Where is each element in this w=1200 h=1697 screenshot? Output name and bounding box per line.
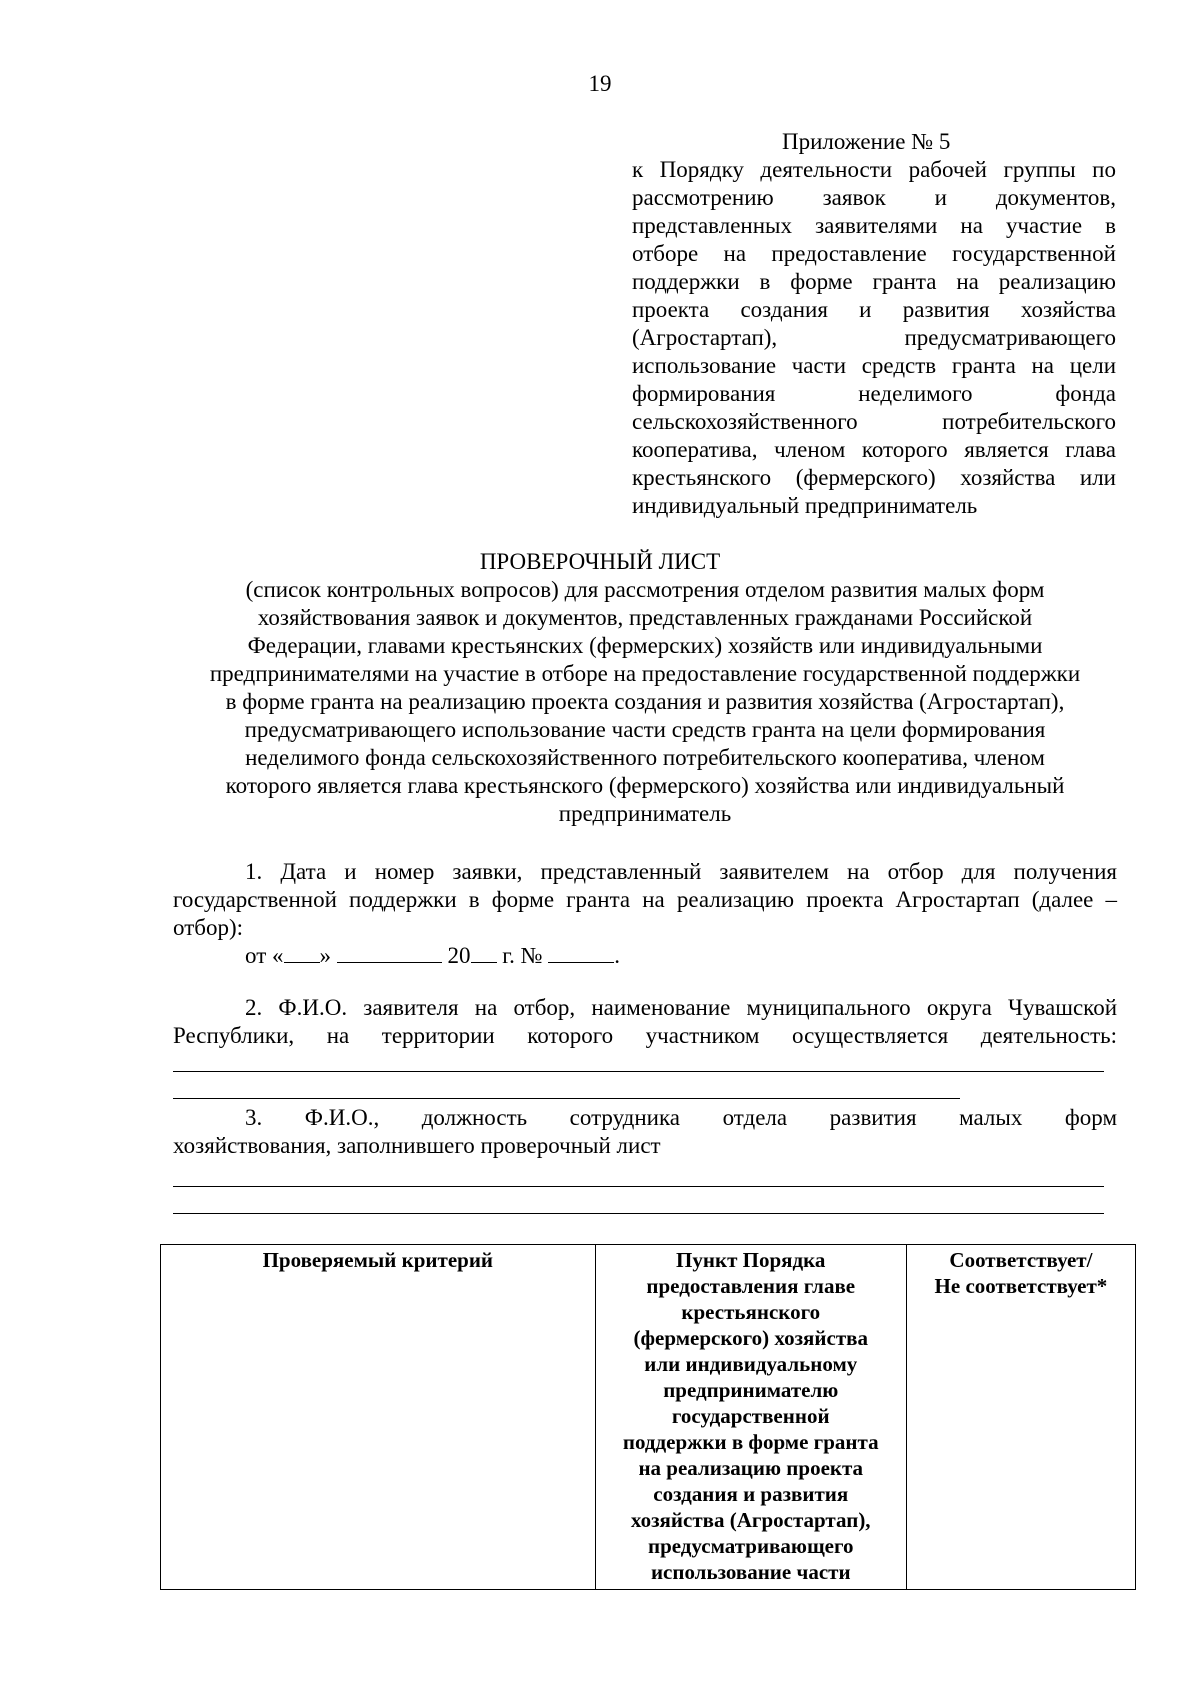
criteria-table (160, 1244, 1136, 1590)
header-line: крестьянского (681, 1300, 821, 1324)
header-procedure-clause (595, 1245, 906, 1590)
section-2-applicant (173, 994, 1117, 1050)
appendix-line: формирования неделимого фонда (632, 381, 1116, 406)
header-line: или индивидуальному (644, 1352, 858, 1376)
appendix-title: Приложение № 5 (782, 129, 951, 154)
header-line: (фермерского) хозяйства (633, 1326, 868, 1350)
subtitle-line: предусматривающего использование части средств гранта на цели формирования (244, 717, 1046, 742)
header-line: предпринимателю (663, 1378, 839, 1402)
subtitle-line: Федерации, главами крестьянских (фермерских) хозяйств или индивидуальными (247, 633, 1043, 658)
day-blank[interactable] (284, 942, 320, 963)
date-number-field (173, 942, 1117, 970)
year-prefix: 20 (447, 943, 471, 968)
header-criterion (161, 1245, 596, 1590)
header-line: Не соответствует* (934, 1274, 1108, 1298)
employee-fill-line[interactable] (173, 1186, 1104, 1187)
appendix-line: к Порядку деятельности рабочей группы по (632, 157, 1116, 182)
appendix-line: сельскохозяйственного потребительского (632, 409, 1116, 434)
header-line: государственной (671, 1404, 830, 1428)
section-2-text: Республики, на территории которого участником осуществляется деятельность: (173, 1023, 1117, 1048)
appendix-line: кооператива, членом которого является глава (632, 437, 1116, 462)
date-end: . (614, 943, 621, 968)
applicant-fill-line[interactable] (173, 1071, 1104, 1072)
appendix-line: использование части средств гранта на цели (632, 353, 1116, 378)
table-header-row (161, 1245, 1136, 1590)
subtitle-line: предпринимателями на участие в отборе на предоставление государственной поддержки (209, 661, 1081, 686)
appendix-line: поддержки в форме гранта на реализацию (632, 269, 1116, 294)
header-line: использование части (650, 1560, 851, 1584)
header-line: Соответствует/ (949, 1248, 1093, 1272)
number-blank[interactable] (548, 942, 614, 963)
appendix-line: (Агростартап), предусматривающего (632, 325, 1116, 350)
section-2-text: 2. Ф.И.О. заявителя на отбор, наименование муниципального округа Чувашской (245, 995, 1117, 1020)
appendix-line: индивидуальный предприниматель (632, 493, 978, 518)
subtitle-line: (список контрольных вопросов) для рассмотрения отделом развития малых форм (245, 577, 1045, 602)
header-line: Пункт Порядка (676, 1248, 826, 1272)
section-3-text: хозяйствования, заполнившего проверочный лист (173, 1133, 661, 1158)
applicant-fill-line[interactable] (173, 1098, 960, 1099)
section-1-text: 1. Дата и номер заявки, представленный заявителем на отбор для получения (245, 859, 1117, 884)
page-number: 19 (588, 71, 612, 96)
employee-fill-line[interactable] (173, 1213, 1104, 1214)
header-line: предусматривающего (647, 1534, 854, 1558)
date-prefix: от « (245, 943, 284, 968)
subtitle-line: которого является глава крестьянского (фермерского) хозяйства или индивидуальный (225, 773, 1065, 798)
month-blank[interactable] (337, 942, 442, 963)
section-1-text: государственной поддержки в форме гранта на реализацию проекта Агростартап (далее – (173, 887, 1117, 912)
appendix-line: отборе на предоставление государственной (632, 241, 1116, 266)
subtitle-line: предприниматель (558, 801, 732, 826)
section-3-text: 3. Ф.И.О., должность сотрудника отдела развития малых форм (245, 1105, 1117, 1130)
header-line: создания и развития (653, 1482, 849, 1506)
appendix-line: рассмотрению заявок и документов, (632, 185, 1116, 210)
appendix-reference (632, 128, 1116, 520)
document-subtitle (172, 576, 1118, 828)
appendix-line: проекта создания и развития хозяйства (632, 297, 1116, 322)
subtitle-line: неделимого фонда сельскохозяйственного потребительского кооператива, членом (245, 745, 1045, 770)
subtitle-line: хозяйствования заявок и документов, представленных гражданами Российской (257, 605, 1033, 630)
section-3-employee (173, 1104, 1117, 1160)
number-label: г. № (502, 943, 543, 968)
date-quote-close: » (319, 943, 331, 968)
appendix-line: представленных заявителями на участие в (632, 213, 1116, 238)
section-1-text: отбор): (173, 915, 243, 940)
subtitle-line: в форме гранта на реализацию проекта создания и развития хозяйства (Агростартап), (225, 689, 1065, 714)
section-1-application-date (173, 858, 1117, 970)
year-blank[interactable] (471, 942, 497, 963)
header-line: на реализацию проекта (638, 1456, 864, 1480)
header-compliance (906, 1245, 1135, 1590)
header-line: хозяйства (Агростартап), (630, 1508, 871, 1532)
header-line: предоставления главе (646, 1274, 856, 1298)
header-line: поддержки в форме гранта (622, 1430, 879, 1454)
appendix-line: крестьянского (фермерского) хозяйства или (632, 465, 1116, 490)
header-line: Проверяемый критерий (262, 1248, 494, 1272)
document-title: ПРОВЕРОЧНЫЙ ЛИСТ (479, 549, 721, 574)
